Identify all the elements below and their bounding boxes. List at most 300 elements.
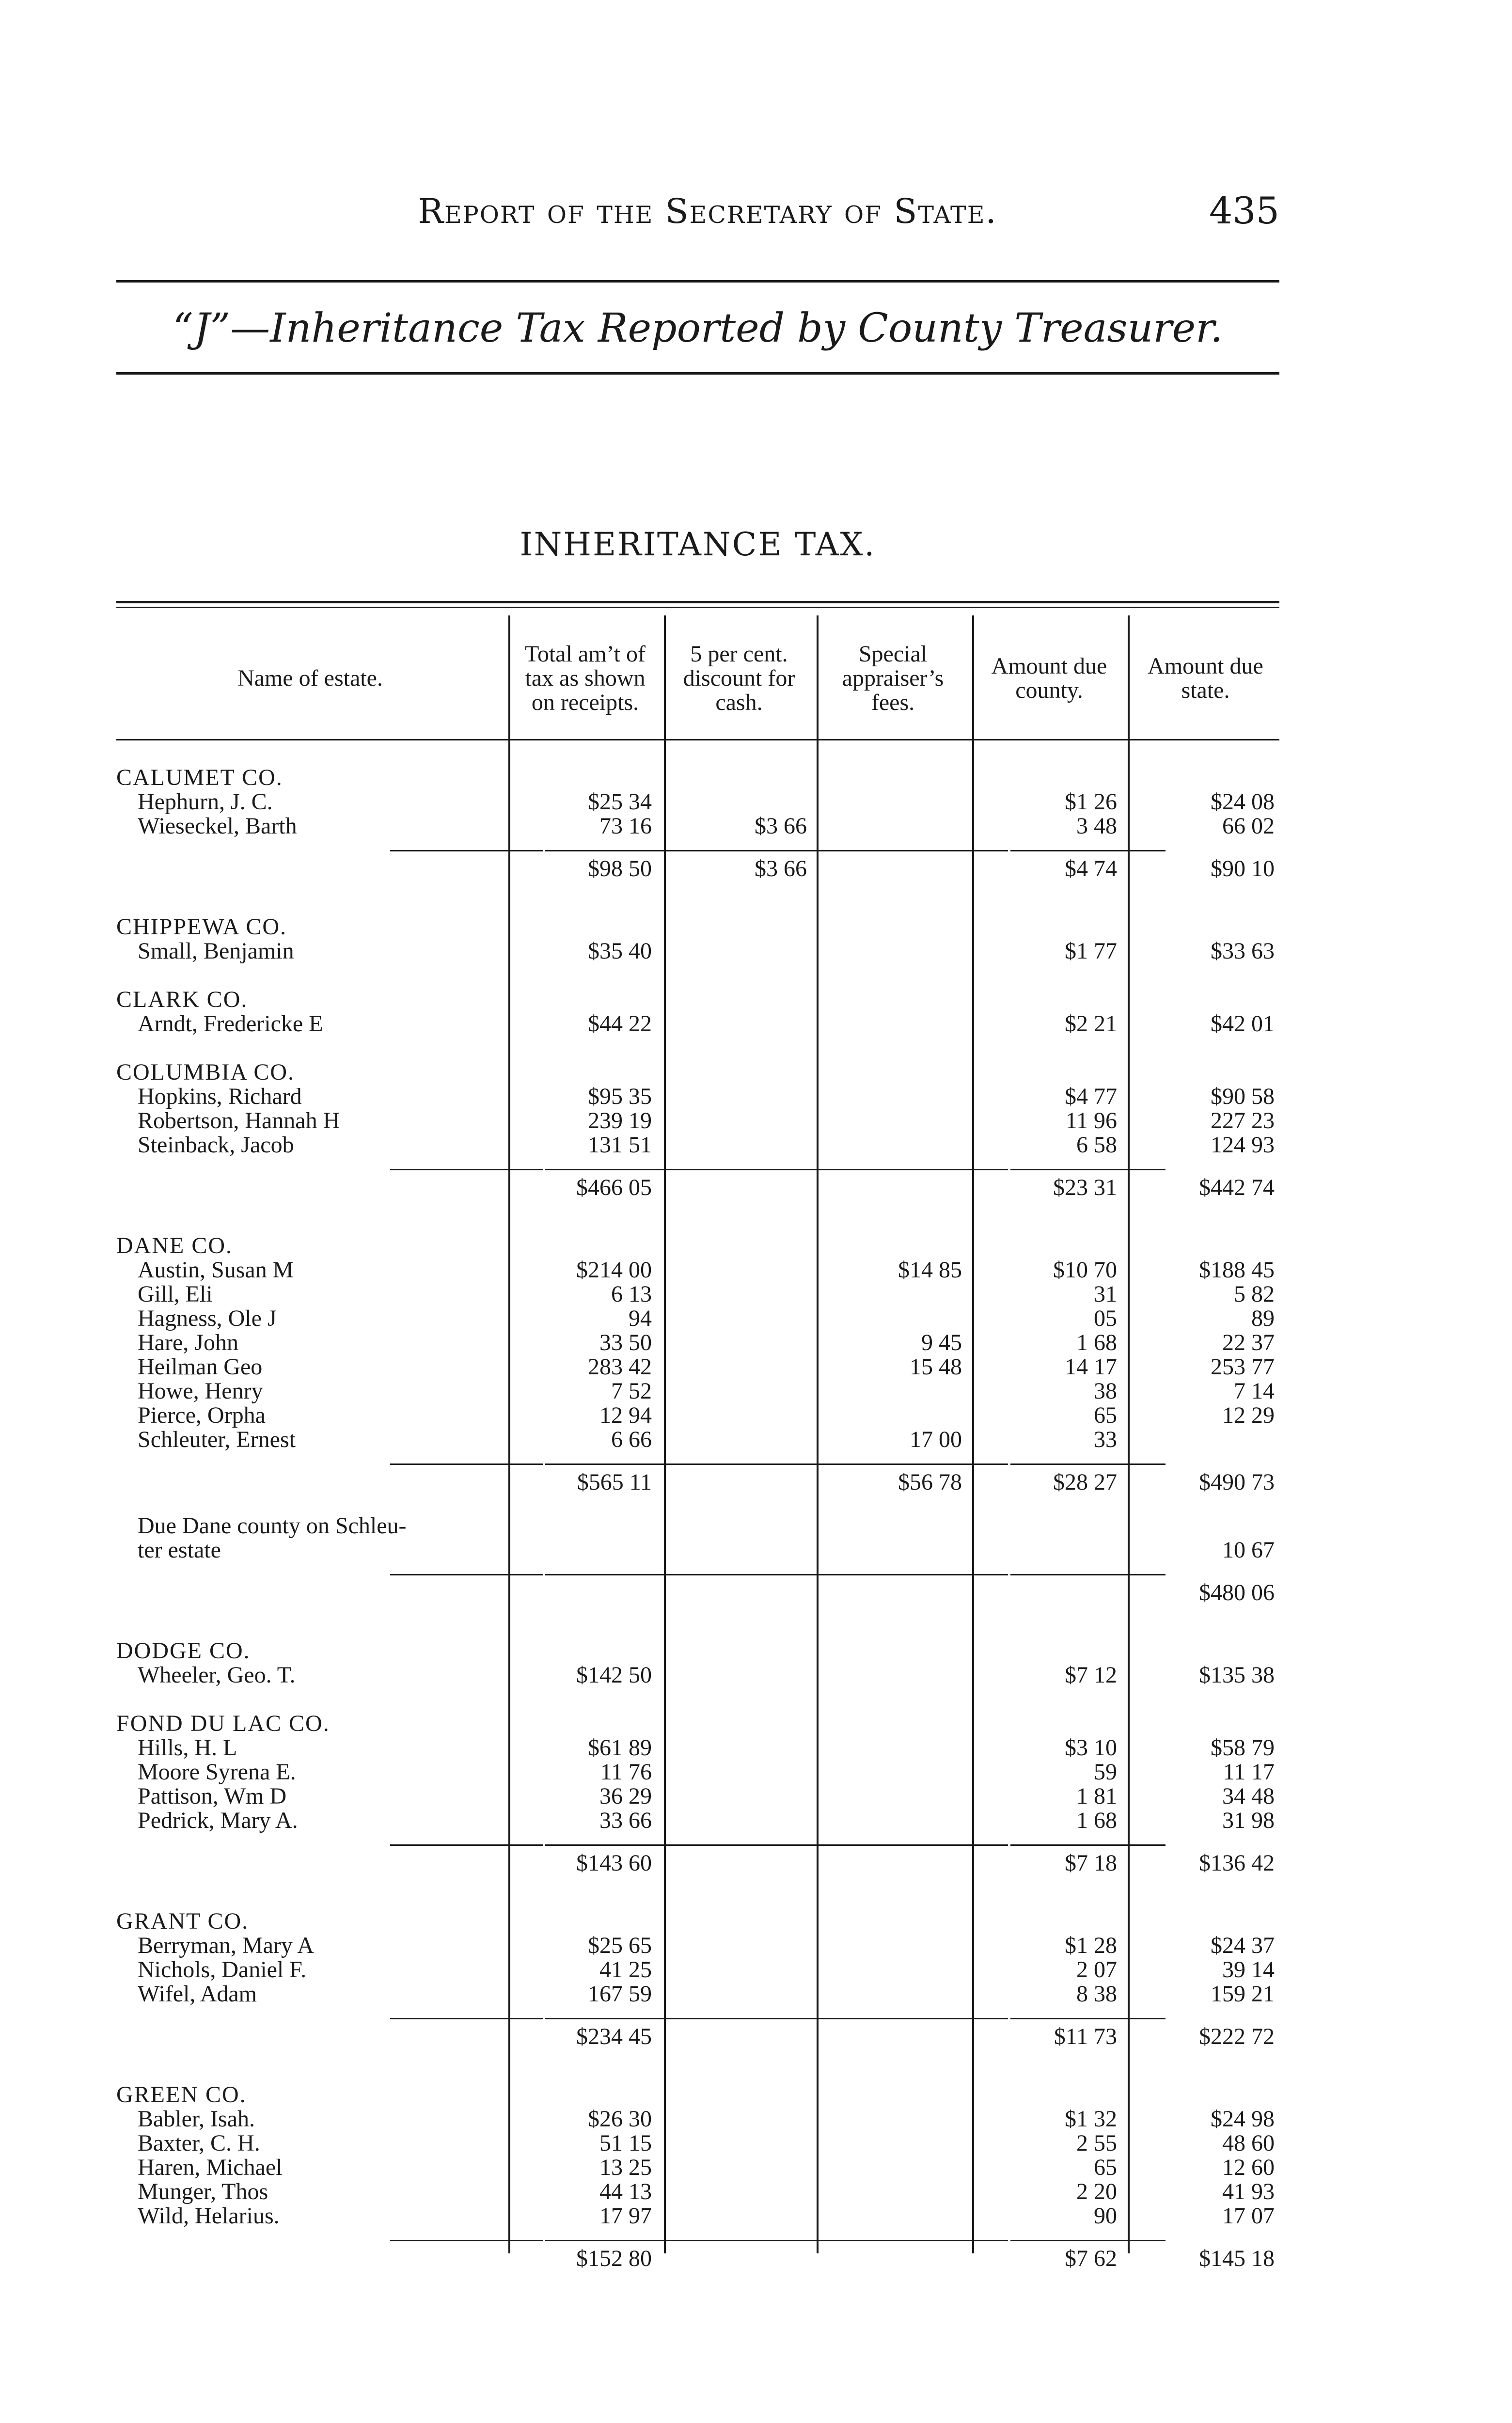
subtotal-rule xyxy=(698,1574,853,1575)
estate-name xyxy=(116,1133,504,1157)
total-row xyxy=(116,1176,1279,1200)
table-row xyxy=(116,939,1279,963)
cell-county: 1 68 xyxy=(1076,1809,1117,1833)
subtotal-rule xyxy=(1010,2018,1166,2019)
table-row xyxy=(116,1958,1279,1982)
cell-appraiser xyxy=(819,2107,962,2131)
estate-name xyxy=(116,1355,504,1379)
cell-county: $3 10 xyxy=(1065,1736,1117,1760)
cell-county: 6 58 xyxy=(1076,1133,1117,1157)
table-row xyxy=(116,1133,1279,1157)
cell-appraiser xyxy=(819,1379,962,1403)
estate-name-text: Hagness, Ole J xyxy=(138,1306,277,1331)
total-row xyxy=(116,2247,1279,2271)
cell-discount xyxy=(666,1403,807,1428)
estate-name-text: Moore Syrena E. xyxy=(138,1760,296,1784)
section-title: INHERITANCE TAX. xyxy=(520,526,876,563)
county-name xyxy=(116,1712,504,1736)
cell-county: 1 81 xyxy=(1076,1784,1117,1809)
cell-discount xyxy=(666,1176,807,1200)
cell-total: $61 89 xyxy=(588,1736,652,1760)
cell-total: 131 51 xyxy=(588,1133,652,1157)
table-row xyxy=(116,1282,1279,1306)
subtotal-rule xyxy=(390,850,543,851)
estate-name-text xyxy=(116,857,138,881)
estate-name-text: Schleuter, Ernest xyxy=(138,1428,296,1452)
cell-appraiser xyxy=(819,790,962,814)
cell-appraiser: 17 00 xyxy=(910,1428,962,1452)
column-header-appraiser: Special appraiser’s fees. xyxy=(842,641,944,715)
column-header-name: Name of estate. xyxy=(237,665,383,691)
table-row xyxy=(116,1331,1279,1355)
cell-county: 90 xyxy=(1094,2204,1117,2228)
cell-total: 283 42 xyxy=(588,1355,652,1379)
cell-discount xyxy=(666,1663,807,1687)
cell-total: $26 30 xyxy=(588,2107,652,2131)
cell-total: 6 66 xyxy=(611,1428,652,1452)
table-row xyxy=(116,1109,1279,1133)
subtotal-rule xyxy=(698,1169,853,1170)
subtotal-rule xyxy=(1010,1169,1166,1170)
cell-appraiser xyxy=(819,1809,962,1833)
cell-discount xyxy=(666,1809,807,1833)
cell-county: $1 26 xyxy=(1065,790,1117,814)
cell-state: $33 63 xyxy=(1211,939,1275,963)
subtotal-rule xyxy=(1010,850,1166,851)
estate-name-text: Baxter, C. H. xyxy=(138,2131,260,2156)
cell-total: 44 13 xyxy=(599,2180,652,2204)
table-row xyxy=(116,1258,1279,1282)
estate-name-text: Hopkins, Richard xyxy=(138,1085,302,1109)
cell-appraiser: $56 78 xyxy=(898,1470,962,1495)
estate-name-text: Howe, Henry xyxy=(138,1379,263,1403)
county-heading-row xyxy=(116,915,1279,939)
estate-name xyxy=(116,1958,504,1982)
estate-name xyxy=(116,1012,504,1036)
cell-appraiser xyxy=(819,939,962,963)
estate-name xyxy=(116,1934,504,1958)
cell-appraiser xyxy=(819,1581,962,1605)
cell-county: 1 68 xyxy=(1076,1331,1117,1355)
estate-name xyxy=(116,2180,504,2204)
table-row xyxy=(116,1982,1279,2006)
cell-appraiser xyxy=(819,2180,962,2204)
cell-appraiser xyxy=(819,2204,962,2228)
cell-discount xyxy=(666,2180,807,2204)
estate-name-text: GREEN CO. xyxy=(116,2083,247,2107)
cell-appraiser xyxy=(819,1085,962,1109)
cell-total: 12 94 xyxy=(599,1403,652,1428)
running-head: Report of the Secretary of State. xyxy=(418,191,997,231)
cell-discount xyxy=(666,1258,807,1282)
cell-total: $35 40 xyxy=(588,939,652,963)
estate-name-text: Wifel, Adam xyxy=(138,1982,257,2006)
subtitle-rule xyxy=(116,372,1279,375)
subtotal-rule xyxy=(390,2240,543,2241)
cell-county: 2 20 xyxy=(1076,2180,1117,2204)
total-row xyxy=(116,1851,1279,1875)
cell-total: 13 25 xyxy=(599,2156,652,2180)
cell-total: 6 13 xyxy=(611,1282,652,1306)
cell-discount xyxy=(666,1306,807,1331)
cell-total: $25 34 xyxy=(588,790,652,814)
cell-discount xyxy=(666,1470,807,1495)
estate-name-text: CLARK CO. xyxy=(116,988,248,1012)
cell-total: 17 97 xyxy=(599,2204,652,2228)
estate-name xyxy=(116,1470,504,1495)
cell-state: $42 01 xyxy=(1211,1012,1275,1036)
cell-discount xyxy=(666,1538,807,1562)
cell-appraiser xyxy=(819,2131,962,2156)
cell-discount xyxy=(666,1736,807,1760)
cell-total: $44 22 xyxy=(588,1012,652,1036)
cell-state: 48 60 xyxy=(1222,2131,1275,2156)
cell-state: 227 23 xyxy=(1211,1109,1275,1133)
subtotal-rule xyxy=(853,1844,1008,1846)
cell-state: $24 08 xyxy=(1211,790,1275,814)
cell-appraiser xyxy=(819,1403,962,1428)
page-subtitle: “J”—Inheritance Tax Reported by County Treasurer. xyxy=(173,305,1223,351)
cell-county: 2 07 xyxy=(1076,1958,1117,1982)
estate-name xyxy=(116,2107,504,2131)
estate-name xyxy=(116,1581,504,1605)
cell-appraiser: 9 45 xyxy=(921,1331,962,1355)
cell-appraiser xyxy=(819,1958,962,1982)
cell-discount xyxy=(666,1355,807,1379)
cell-total: 73 16 xyxy=(599,814,652,838)
estate-name xyxy=(116,1851,504,1875)
subtotal-rule xyxy=(545,850,698,851)
total-row xyxy=(116,1470,1279,1495)
estate-name-text: Due Dane county on Schleu- xyxy=(138,1514,407,1538)
column-header-total: Total am’t of tax as shown on receipts. xyxy=(524,641,646,715)
estate-name xyxy=(116,2204,504,2228)
estate-name-text: Nichols, Daniel F. xyxy=(138,1958,307,1982)
estate-name-text: Steinback, Jacob xyxy=(138,1133,294,1157)
subtotal-rule xyxy=(698,2240,853,2241)
estate-name xyxy=(116,1331,504,1355)
cell-state: $490 73 xyxy=(1199,1470,1275,1495)
cell-state: 66 02 xyxy=(1222,814,1275,838)
subtotal-rule xyxy=(1010,1463,1166,1465)
total-row xyxy=(116,857,1279,881)
subtotal-rule xyxy=(390,1463,543,1465)
cell-county: 05 xyxy=(1094,1306,1117,1331)
cell-county: 65 xyxy=(1094,2156,1117,2180)
subtotal-rule xyxy=(853,2240,1008,2241)
estate-name xyxy=(116,1538,504,1562)
table-row xyxy=(116,1403,1279,1428)
estate-name-text: Haren, Michael xyxy=(138,2156,283,2180)
table-row xyxy=(116,1428,1279,1452)
cell-appraiser xyxy=(819,1760,962,1784)
county-name xyxy=(116,915,504,939)
cell-state: $442 74 xyxy=(1199,1176,1275,1200)
subtotal-rule xyxy=(853,1574,1008,1575)
total-row xyxy=(116,1581,1279,1605)
county-name xyxy=(116,1639,504,1663)
estate-name xyxy=(116,1109,504,1133)
estate-name xyxy=(116,1282,504,1306)
table-row xyxy=(116,2204,1279,2228)
cell-state xyxy=(1132,1428,1275,1452)
cell-discount xyxy=(666,1784,807,1809)
cell-state: 34 48 xyxy=(1222,1784,1275,1809)
estate-name-text: Wheeler, Geo. T. xyxy=(138,1663,296,1687)
estate-name xyxy=(116,1784,504,1809)
table-row xyxy=(116,1538,1279,1562)
cell-appraiser xyxy=(819,2025,962,2049)
cell-discount xyxy=(666,1282,807,1306)
subtotal-rule xyxy=(545,2240,698,2241)
table-row xyxy=(116,2131,1279,2156)
cell-county: $1 77 xyxy=(1065,939,1117,963)
table-row xyxy=(116,1085,1279,1109)
cell-discount xyxy=(666,1085,807,1109)
subtotal-rule xyxy=(545,1844,698,1846)
estate-name-text: Wieseckel, Barth xyxy=(138,814,297,838)
cell-county: 3 48 xyxy=(1076,814,1117,838)
cell-county: $23 31 xyxy=(1053,1176,1117,1200)
cell-county: $4 77 xyxy=(1065,1085,1117,1109)
cell-discount xyxy=(666,2204,807,2228)
county-heading-row xyxy=(116,1712,1279,1736)
cell-total: $95 35 xyxy=(588,1085,652,1109)
estate-name xyxy=(116,2156,504,2180)
subtotal-rule xyxy=(698,850,853,851)
estate-name-text: Pedrick, Mary A. xyxy=(138,1809,298,1833)
cell-state: 31 98 xyxy=(1222,1809,1275,1833)
subtotal-rule xyxy=(853,1169,1008,1170)
table-row xyxy=(116,1760,1279,1784)
cell-state: 159 21 xyxy=(1211,1982,1275,2006)
table-row xyxy=(116,1809,1279,1833)
cell-county: 33 xyxy=(1094,1428,1117,1452)
cell-county: 11 96 xyxy=(1065,1109,1117,1133)
cell-appraiser xyxy=(819,1663,962,1687)
county-heading-row xyxy=(116,1639,1279,1663)
estate-name-text: FOND DU LAC CO. xyxy=(116,1712,330,1736)
estate-name xyxy=(116,1982,504,2006)
cell-county: $7 18 xyxy=(1065,1851,1117,1875)
cell-county: $11 73 xyxy=(1054,2025,1117,2049)
county-name xyxy=(116,1909,504,1934)
cell-state: 10 67 xyxy=(1222,1538,1275,1562)
table-row xyxy=(116,1306,1279,1331)
cell-discount: $3 66 xyxy=(755,814,807,838)
cell-total: $152 80 xyxy=(576,2247,652,2271)
estate-name-text: Pattison, Wm D xyxy=(138,1784,287,1809)
county-name xyxy=(116,2083,504,2107)
cell-total: 33 66 xyxy=(599,1809,652,1833)
estate-name xyxy=(116,814,504,838)
estate-name-text: ter estate xyxy=(138,1538,221,1562)
cell-county: 59 xyxy=(1094,1760,1117,1784)
cell-state: 12 60 xyxy=(1222,2156,1275,2180)
subtotal-rule xyxy=(390,1844,543,1846)
cell-appraiser xyxy=(819,1012,962,1036)
county-heading-row xyxy=(116,2083,1279,2107)
subtotal-rule xyxy=(853,2018,1008,2019)
cell-county: $4 74 xyxy=(1065,857,1117,881)
cell-state: $135 38 xyxy=(1199,1663,1275,1687)
estate-name xyxy=(116,2131,504,2156)
cell-discount xyxy=(666,1012,807,1036)
cell-state: 17 07 xyxy=(1222,2204,1275,2228)
cell-state: 253 77 xyxy=(1211,1355,1275,1379)
cell-total: $143 60 xyxy=(576,1851,652,1875)
cell-appraiser xyxy=(819,1538,962,1562)
estate-name-text: DODGE CO. xyxy=(116,1639,251,1663)
cell-total: $214 00 xyxy=(576,1258,652,1282)
estate-name xyxy=(116,939,504,963)
county-heading-row xyxy=(116,1909,1279,1934)
cell-county: $1 32 xyxy=(1065,2107,1117,2131)
table-row xyxy=(116,1736,1279,1760)
cell-appraiser xyxy=(819,1176,962,1200)
cell-discount xyxy=(666,1982,807,2006)
cell-total: 167 59 xyxy=(588,1982,652,2006)
subtotal-rule xyxy=(390,1574,543,1575)
subtotal-rule xyxy=(1010,1574,1166,1575)
estate-name-text: Heilman Geo xyxy=(138,1355,263,1379)
cell-discount xyxy=(666,1428,807,1452)
estate-name xyxy=(116,1379,504,1403)
cell-total: 33 50 xyxy=(599,1331,652,1355)
cell-state: $222 72 xyxy=(1199,2025,1275,2049)
cell-state: 89 xyxy=(1251,1306,1275,1331)
subtotal-rule xyxy=(390,2018,543,2019)
cell-county: 14 17 xyxy=(1065,1355,1117,1379)
estate-name xyxy=(116,1258,504,1282)
subtotal-rule xyxy=(1010,2240,1166,2241)
cell-county: $10 70 xyxy=(1053,1258,1117,1282)
cell-discount: $3 66 xyxy=(755,857,807,881)
cell-total: $565 11 xyxy=(577,1470,652,1495)
cell-appraiser xyxy=(819,814,962,838)
table-top-rule xyxy=(116,601,1279,603)
table-header xyxy=(116,623,1279,734)
cell-state: 124 93 xyxy=(1211,1133,1275,1157)
table-row xyxy=(116,2180,1279,2204)
cell-total: $142 50 xyxy=(576,1663,652,1687)
estate-name xyxy=(116,1663,504,1687)
cell-total: 51 15 xyxy=(599,2131,652,2156)
header-bottom-rule xyxy=(116,739,1279,740)
cell-total: $466 05 xyxy=(576,1176,652,1200)
estate-name xyxy=(116,2247,504,2271)
table-row xyxy=(116,1663,1279,1687)
cell-appraiser: 15 48 xyxy=(910,1355,962,1379)
cell-appraiser xyxy=(819,1934,962,1958)
cell-state: $24 98 xyxy=(1211,2107,1275,2131)
estate-name-text: Munger, Thos xyxy=(138,2180,268,2204)
cell-county xyxy=(974,1538,1117,1562)
column-header-discount: 5 per cent. discount for cash. xyxy=(683,641,795,715)
estate-name-text: DANE CO. xyxy=(116,1234,233,1258)
table-row xyxy=(116,1784,1279,1809)
cell-state: $24 37 xyxy=(1211,1934,1275,1958)
county-name xyxy=(116,1234,504,1258)
subtotal-rule xyxy=(853,1463,1008,1465)
cell-state: 41 93 xyxy=(1222,2180,1275,2204)
cell-discount xyxy=(666,1851,807,1875)
cell-discount xyxy=(666,1379,807,1403)
cell-state: $136 42 xyxy=(1199,1851,1275,1875)
estate-name xyxy=(116,1085,504,1109)
cell-total: 7 52 xyxy=(611,1379,652,1403)
estate-name-text: Babler, Isah. xyxy=(138,2107,255,2131)
estate-name-text: Small, Benjamin xyxy=(138,939,294,963)
cell-total: 41 25 xyxy=(599,1958,652,1982)
estate-name xyxy=(116,1736,504,1760)
table-row xyxy=(116,814,1279,838)
cell-county: 38 xyxy=(1094,1379,1117,1403)
table-row xyxy=(116,1355,1279,1379)
cell-state: $480 06 xyxy=(1199,1581,1275,1605)
subtotal-rule xyxy=(1010,1844,1166,1846)
cell-state: 12 29 xyxy=(1222,1403,1275,1428)
estate-name-text: Hare, John xyxy=(138,1331,238,1355)
table-row xyxy=(116,1012,1279,1036)
estate-name xyxy=(116,857,504,881)
estate-name-text: Austin, Susan M xyxy=(138,1258,294,1282)
cell-county: $1 28 xyxy=(1065,1934,1117,1958)
cell-county: $2 21 xyxy=(1065,1012,1117,1036)
subtotal-rule xyxy=(545,2018,698,2019)
cell-county: $28 27 xyxy=(1053,1470,1117,1495)
cell-total xyxy=(511,1581,652,1605)
county-heading-row xyxy=(116,988,1279,1012)
subtotal-rule xyxy=(545,1463,698,1465)
cell-discount xyxy=(666,1581,807,1605)
cell-total: $98 50 xyxy=(588,857,652,881)
estate-name-text: Berryman, Mary A xyxy=(138,1934,314,1958)
county-heading-row xyxy=(116,1060,1279,1085)
estate-name-text xyxy=(116,1176,138,1200)
county-heading-row xyxy=(116,1234,1279,1258)
table-top-rule-2 xyxy=(116,607,1279,608)
cell-county: 31 xyxy=(1094,1282,1117,1306)
cell-discount xyxy=(666,1133,807,1157)
cell-state: $188 45 xyxy=(1199,1258,1275,1282)
cell-county: 8 38 xyxy=(1076,1982,1117,2006)
cell-discount xyxy=(666,1109,807,1133)
cell-discount xyxy=(666,1958,807,1982)
cell-state: $58 79 xyxy=(1211,1736,1275,1760)
estate-name xyxy=(116,1176,504,1200)
cell-discount xyxy=(666,939,807,963)
table-row xyxy=(116,790,1279,814)
estate-name-text xyxy=(116,1470,138,1495)
county-name xyxy=(116,988,504,1012)
subtotal-rule xyxy=(390,1169,543,1170)
table-row xyxy=(116,2156,1279,2180)
cell-appraiser xyxy=(819,1306,962,1331)
cell-state: 7 14 xyxy=(1234,1379,1275,1403)
cell-appraiser xyxy=(819,2156,962,2180)
estate-name-text: Hills, H. L xyxy=(138,1736,237,1760)
estate-name xyxy=(116,1809,504,1833)
cell-discount xyxy=(666,1331,807,1355)
cell-state: 5 82 xyxy=(1234,1282,1275,1306)
cell-state: 39 14 xyxy=(1222,1958,1275,1982)
cell-discount xyxy=(666,2156,807,2180)
estate-name-text: Robertson, Hannah H xyxy=(138,1109,340,1133)
estate-name-text xyxy=(116,2247,138,2271)
cell-state: $145 18 xyxy=(1199,2247,1275,2271)
estate-name-text: Hephurn, J. C. xyxy=(138,790,273,814)
